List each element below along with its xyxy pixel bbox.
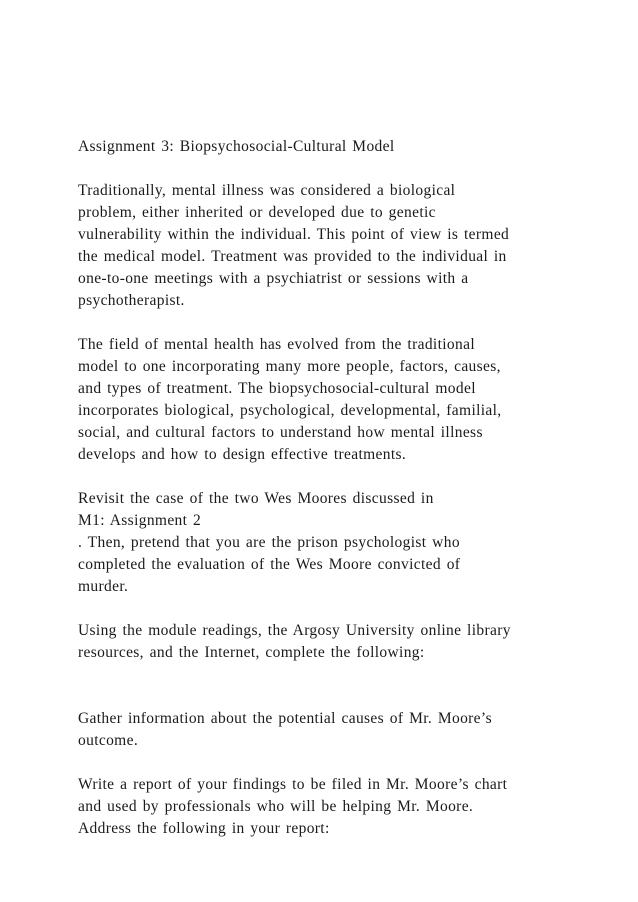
document-body [78, 136, 578, 840]
text-line: murder. [78, 578, 129, 595]
paragraph-instructions [78, 620, 578, 664]
paragraph-spacer [78, 752, 578, 774]
text-line: Using the module readings, the Argosy University online library [78, 622, 511, 639]
paragraph-gather-information [78, 708, 578, 752]
text-line: . Then, pretend that you are the prison psychologist who [78, 534, 460, 551]
paragraph-biopsychosocial-model [78, 334, 578, 466]
paragraph-revisit-case [78, 488, 578, 598]
document-title: Assignment 3: Biopsychosocial-Cultural Model [78, 138, 395, 155]
paragraph-write-report [78, 774, 578, 840]
paragraph-spacer [78, 598, 578, 620]
text-line: Gather information about the potential causes of Mr. Moore’s [78, 710, 492, 727]
text-line: develops and how to design effective treatments. [78, 446, 407, 463]
text-line: resources, and the Internet, complete the following: [78, 644, 425, 661]
text-line: Write a report of your findings to be filed in Mr. Moore’s chart [78, 776, 508, 793]
text-line: model to one incorporating many more people, factors, causes, [78, 358, 501, 375]
paragraph-spacer [78, 158, 578, 180]
text-line: one-to-one meetings with a psychiatrist or sessions with a [78, 270, 469, 287]
text-line: outcome. [78, 732, 139, 749]
text-line: and used by professionals who will be helping Mr. Moore. [78, 798, 474, 815]
text-line: Address the following in your report: [78, 820, 330, 837]
text-line: the medical model. Treatment was provided to the individual in [78, 248, 507, 265]
text-line: Traditionally, mental illness was considered a biological [78, 182, 456, 199]
text-line: The field of mental health has evolved from the traditional [78, 336, 475, 353]
paragraph-spacer [78, 312, 578, 334]
paragraph-spacer [78, 664, 578, 708]
text-line: vulnerability within the individual. This point of view is termed [78, 226, 510, 243]
text-line: Revisit the case of the two Wes Moores discussed in [78, 490, 434, 507]
text-line: M1: Assignment 2 [78, 512, 202, 529]
text-line: incorporates biological, psychological, developmental, familial, [78, 402, 502, 419]
text-line: social, and cultural factors to understand how mental illness [78, 424, 483, 441]
paragraph-spacer [78, 466, 578, 488]
text-line: completed the evaluation of the Wes Moore convicted of [78, 556, 461, 573]
text-line: and types of treatment. The biopsychosocial-cultural model [78, 380, 476, 397]
text-line: psychotherapist. [78, 292, 185, 309]
paragraph-medical-model [78, 180, 578, 312]
text-line: problem, either inherited or developed due to genetic [78, 204, 436, 221]
